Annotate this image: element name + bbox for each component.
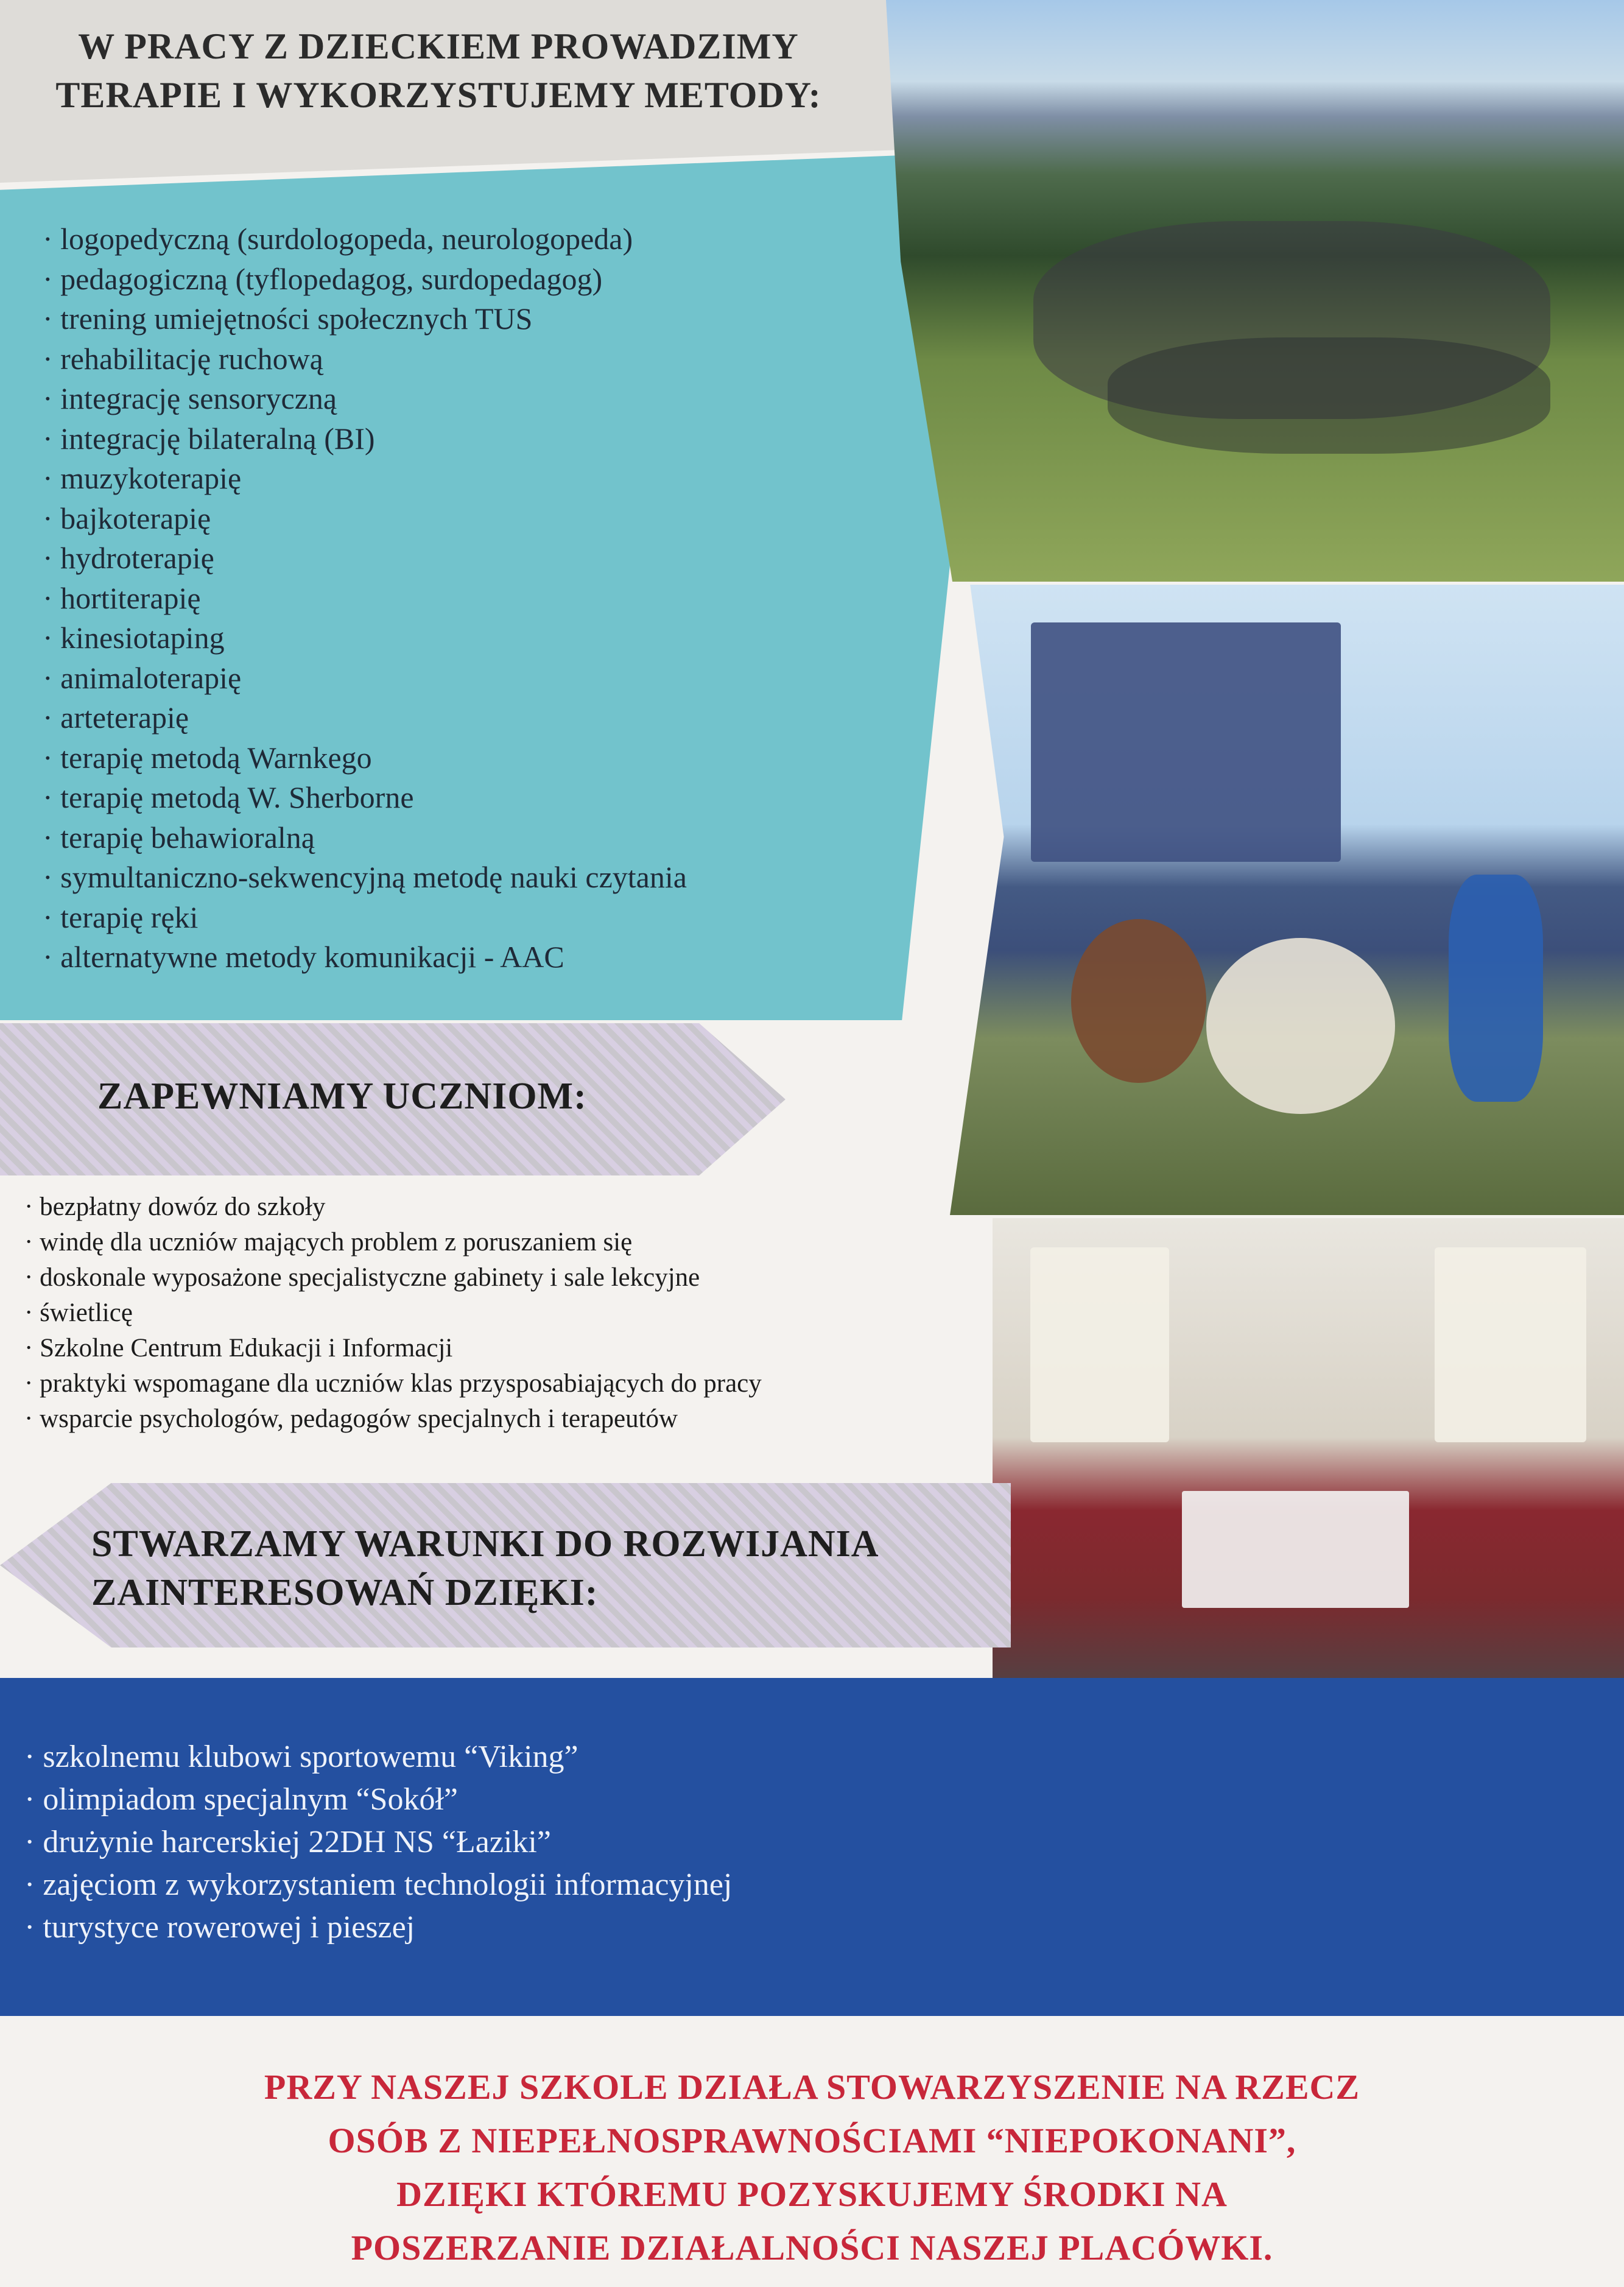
list-item: · pedagogiczną (tyflopedagog, surdopedagog) — [43, 259, 687, 300]
footer-statement — [0, 2060, 1624, 2275]
list-item: · kinesiotaping — [43, 618, 687, 658]
mountain-group-photo — [886, 0, 1624, 582]
kitchen-class-photo — [993, 1218, 1624, 1705]
list-item: · Szkolne Centrum Edukacji i Informacji — [24, 1331, 762, 1366]
list-item: · świetlicę — [24, 1295, 762, 1331]
list-item: · logopedyczną (surdologopeda, neurologopeda) — [43, 219, 687, 259]
list-item: · szkolnemu klubowi sportowemu “Viking” — [24, 1736, 732, 1778]
provide-list — [24, 1189, 762, 1437]
provide-title: ZAPEWNIAMY UCZNIOM: — [97, 1076, 587, 1117]
alpaca-farm-photo — [950, 585, 1624, 1215]
list-item: · doskonale wyposażone specjalistyczne gabinety i sale lekcyjne — [24, 1260, 762, 1295]
list-item: · windę dla uczniów mających problem z poruszaniem się — [24, 1225, 762, 1260]
header-title-line-2: TERAPIE I WYKORZYSTUJEMY METODY: — [55, 75, 821, 115]
footer-line-2: OSÓB Z NIEPEŁNOSPRAWNOŚCIAMI “NIEPOKONANI”, — [328, 2121, 1296, 2160]
list-item: · alternatywne metody komunikacji - AAC — [43, 937, 687, 978]
list-item: · integrację bilateralną (BI) — [43, 419, 687, 459]
list-item: · terapię ręki — [43, 898, 687, 938]
list-item: · terapię metodą W. Sherborne — [43, 778, 687, 818]
list-item: · muzykoterapię — [43, 459, 687, 499]
footer-line-4: POSZERZANIE DZIAŁALNOŚCI NASZEJ PLACÓWKI. — [351, 2228, 1273, 2268]
list-item: · arteterapię — [43, 698, 687, 738]
interests-list — [24, 1736, 732, 1949]
list-item: · bezpłatny dowóz do szkoły — [24, 1189, 762, 1225]
footer-line-3: DZIĘKI KTÓREMU POZYSKUJEMY ŚRODKI NA — [396, 2174, 1228, 2214]
interests-title-line-1: STWARZAMY WARUNKI DO ROZWIJANIA — [91, 1523, 879, 1565]
list-item: · animaloterapię — [43, 658, 687, 699]
list-item: · integrację sensoryczną — [43, 379, 687, 419]
list-item: · terapię metodą Warnkego — [43, 738, 687, 778]
list-item: · hydroterapię — [43, 538, 687, 579]
list-item: · rehabilitację ruchową — [43, 339, 687, 379]
interests-title — [91, 1520, 879, 1617]
therapies-list — [43, 219, 687, 978]
list-item: · turystyce rowerowej i pieszej — [24, 1906, 732, 1949]
list-item: · trening umiejętności społecznych TUS — [43, 299, 687, 339]
header-title — [24, 22, 852, 119]
header-title-line-1: W PRACY Z DZIECKIEM PROWADZIMY — [78, 26, 799, 66]
list-item: · symultaniczno-sekwencyjną metodę nauki czytania — [43, 858, 687, 898]
list-item: · terapię behawioralną — [43, 818, 687, 858]
list-item: · zajęciom z wykorzystaniem technologii informacyjnej — [24, 1864, 732, 1906]
list-item: · praktyki wspomagane dla uczniów klas przysposabiających do pracy — [24, 1366, 762, 1401]
list-item: · drużynie harcerskiej 22DH NS “Łaziki” — [24, 1821, 732, 1864]
list-item: · wsparcie psychologów, pedagogów specjalnych i terapeutów — [24, 1401, 762, 1437]
list-item: · olimpiadom specjalnym “Sokół” — [24, 1778, 732, 1821]
interests-title-line-2: ZAINTERESOWAŃ DZIĘKI: — [91, 1572, 599, 1613]
footer-line-1: PRZY NASZEJ SZKOLE DZIAŁA STOWARZYSZENIE NA RZECZ — [264, 2067, 1360, 2107]
list-item: · hortiterapię — [43, 579, 687, 619]
list-item: · bajkoterapię — [43, 499, 687, 539]
